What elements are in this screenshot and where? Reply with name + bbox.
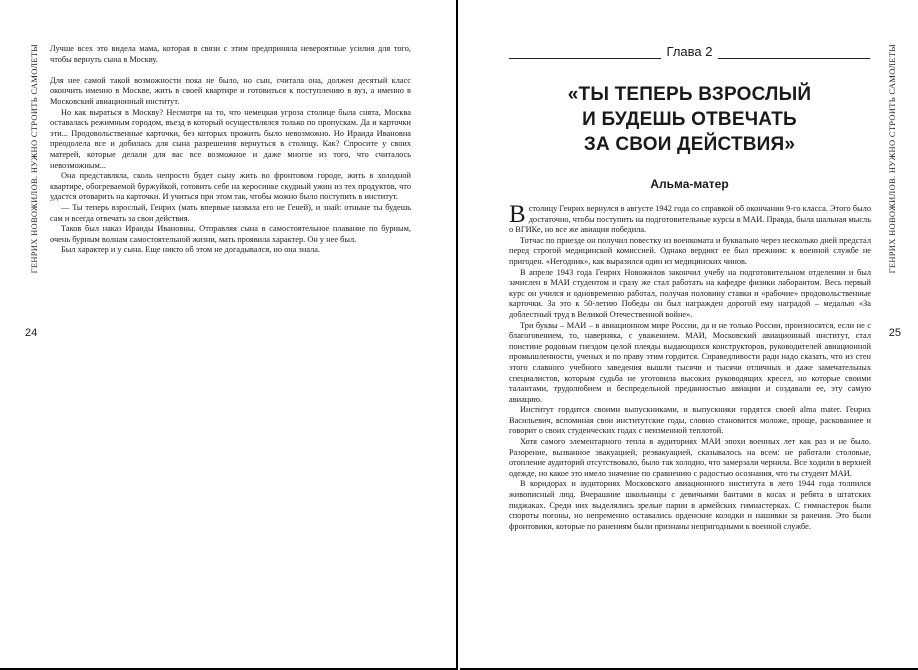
drop-cap: В	[509, 201, 526, 228]
left-page	[0, 0, 458, 670]
section-title: Альма-матер	[650, 177, 729, 191]
body-text	[509, 201, 871, 532]
page-number: 24	[25, 327, 38, 339]
chapter-title	[509, 82, 870, 157]
paragraph: В коридорах и аудиториях Московского авиационного института в лето 1944 года толпился живописный люд. Вчерашние школьницы с девичьими бантами в косах и ребята в штатских пиджаках. Среди них выделялись зрелые парни в армейских гимнастерках. С гимнастерок были спороты погоны, но непременно оставались орденские колодки и нашивки за ранения. Это были фронтовики, которые по ранениям были признаны непригодными к военной службе.	[509, 479, 871, 531]
chapter-heading	[509, 44, 870, 59]
running-head: ГЕНРИХ НОВОЖИЛОВ. НУЖНО СТРОИТЬ САМОЛЕТЫ	[29, 44, 39, 274]
paragraph-text: столицу Генрих вернулся в августе 1942 года со справкой об окончании 9-го класса. Этого было достаточно, чтобы поступить на подготовительные курсы в МАИ. Правда, была шальная мысль о ВГИКе, но все же авиация победила.	[509, 204, 871, 235]
chapter-title-line: И БУДЕШЬ ОТВЕЧАТЬ	[582, 109, 797, 130]
body-text	[50, 44, 411, 256]
paragraph: Таков был наказ Ираиды Ивановны. Отправляя сына в самостоятельное плавание по бурным, очень бурным волнам самостоятельной жизни, мать проявила характер. Он у нее был.	[50, 224, 411, 244]
paragraph: Для нее самой такой возможности пока не было, но сын, считала она, должен десятый класс окончить именно в Москве, жить в своей квартире и готовиться к поступлению в вуз, а именно в Московский авиационный институт.	[50, 75, 411, 106]
running-head: ГЕНРИХ НОВОЖИЛОВ. НУЖНО СТРОИТЬ САМОЛЕТЫ	[887, 44, 897, 274]
chapter-rule-right	[718, 44, 870, 59]
paragraph: Институт гордится своими выпускниками, и выпускники гордятся своей alma mater. Генрих Васильевич, вспоминая свои институтские годы, словно становится моложе, проще, раскованнее и говорит о своих студенческих годах с неизменной теплотой.	[509, 405, 871, 436]
chapter-label: Глава 2	[666, 44, 713, 59]
page-number: 25	[888, 327, 901, 339]
paragraph: В апреле 1943 года Генрих Новожилов закончил учебу на подготовительном отделении и был зачислен в МАИ студентом и сразу же стал работать на кафедре физики лаборантом. Весь первый курс он учился и одновременно работал, получая половину ставки и «рабочие» продовольственные карточки. За это к 50-летию Победы он был награжден дорогой ему наградой – медалью «За доблестный труд в Великой Отечественной войне».	[509, 267, 871, 319]
chapter-rule-left	[509, 44, 661, 59]
chapter-title-line: «ТЫ ТЕПЕРЬ ВЗРОСЛЫЙ	[567, 84, 812, 105]
paragraph: Но как выраться в Москву? Несмотря на то, что немецкая угроза столице была снята, Москва оставалась режимным городом, въезд в который осуществлялся только по пропускам. Да и карточки эти... Продовольственные карточки, без которых прожить было невозможно. Но Ираида Ивановна преодолела все и добилась для сына разрешения вернуться в столицу. Как? Спросите у своих матерей, которые делали для вас все возможное и даже многое из того, что считалось невозможным...	[50, 107, 411, 170]
paragraph: Хотя самого элементарного тепла в аудиториях МАИ эпохи военных лет как раз и не было. Разорение, вызванное эвакуацией, реэвакуацией, сказывалось на всем: не работали столовые, отопление аудиторий отсутствовало, было так холодно, что замерзали чернила. Все ходили в верхней одежде, но какое это имело значение по сравнению с радостью осознания, что ты студент МАИ.	[509, 437, 871, 478]
paragraph	[509, 201, 871, 236]
paragraph: Лучше всех это видела мама, которая в связи с этим предприняла невероятные усилия для того, чтобы вернуть сына в Москву.	[50, 44, 411, 64]
chapter-title-line: ЗА СВОИ ДЕЙСТВИЯ»	[583, 134, 796, 155]
paragraph: Был характер и у сына. Еще никто об этом не догадывался, но она знала.	[61, 245, 321, 255]
paragraph: Тотчас по приезде он получил повестку из военкомата и буквально через несколько дней предстал перед строгой медицинской комиссией. Однако вердикт ее был прежним: к военной службе не пригоден. «Негодник», как выразился один из медицинских чинов.	[509, 235, 871, 266]
paragraph: Она представляла, сколь непросто будет сыну жить во фронтовом городе, жить в холодной квартире, обогреваемой буржуйкой, готовить себе на керосинке скудный ужин из тех продуктов, что удастся отоварить на карточки. И учиться при этом так, чтобы можно было поступить в институт.	[50, 171, 411, 202]
paragraph: — Ты теперь взрослый, Генрих (мать впервые назвала его не Геней), и знай: отныне ты будешь сам и всегда отвечать за свои действия.	[50, 202, 411, 223]
paragraph: Три буквы – МАИ – в авиационном мире России, да и не только России, произносятся, если не с благоговением, то, наверняка, с уважением. МАИ, Московский авиационный институт, стал поистине родовым гнездом целой плеяды выдающихся конструкторов, руководителей авиационной промышленности, ученых и по праву этим гордится. Справедливости ради надо сказать, что из стен этого славного учебного заведения вышли тысячи и тысячи отличных и даже замечательных специалистов, которым судьба не уготовила высоких руководящих кресел, но которые своими талантами, трудолюбием и беспредельной преданностью авиации и создавали ее, эту самую авиацию.	[509, 320, 871, 404]
